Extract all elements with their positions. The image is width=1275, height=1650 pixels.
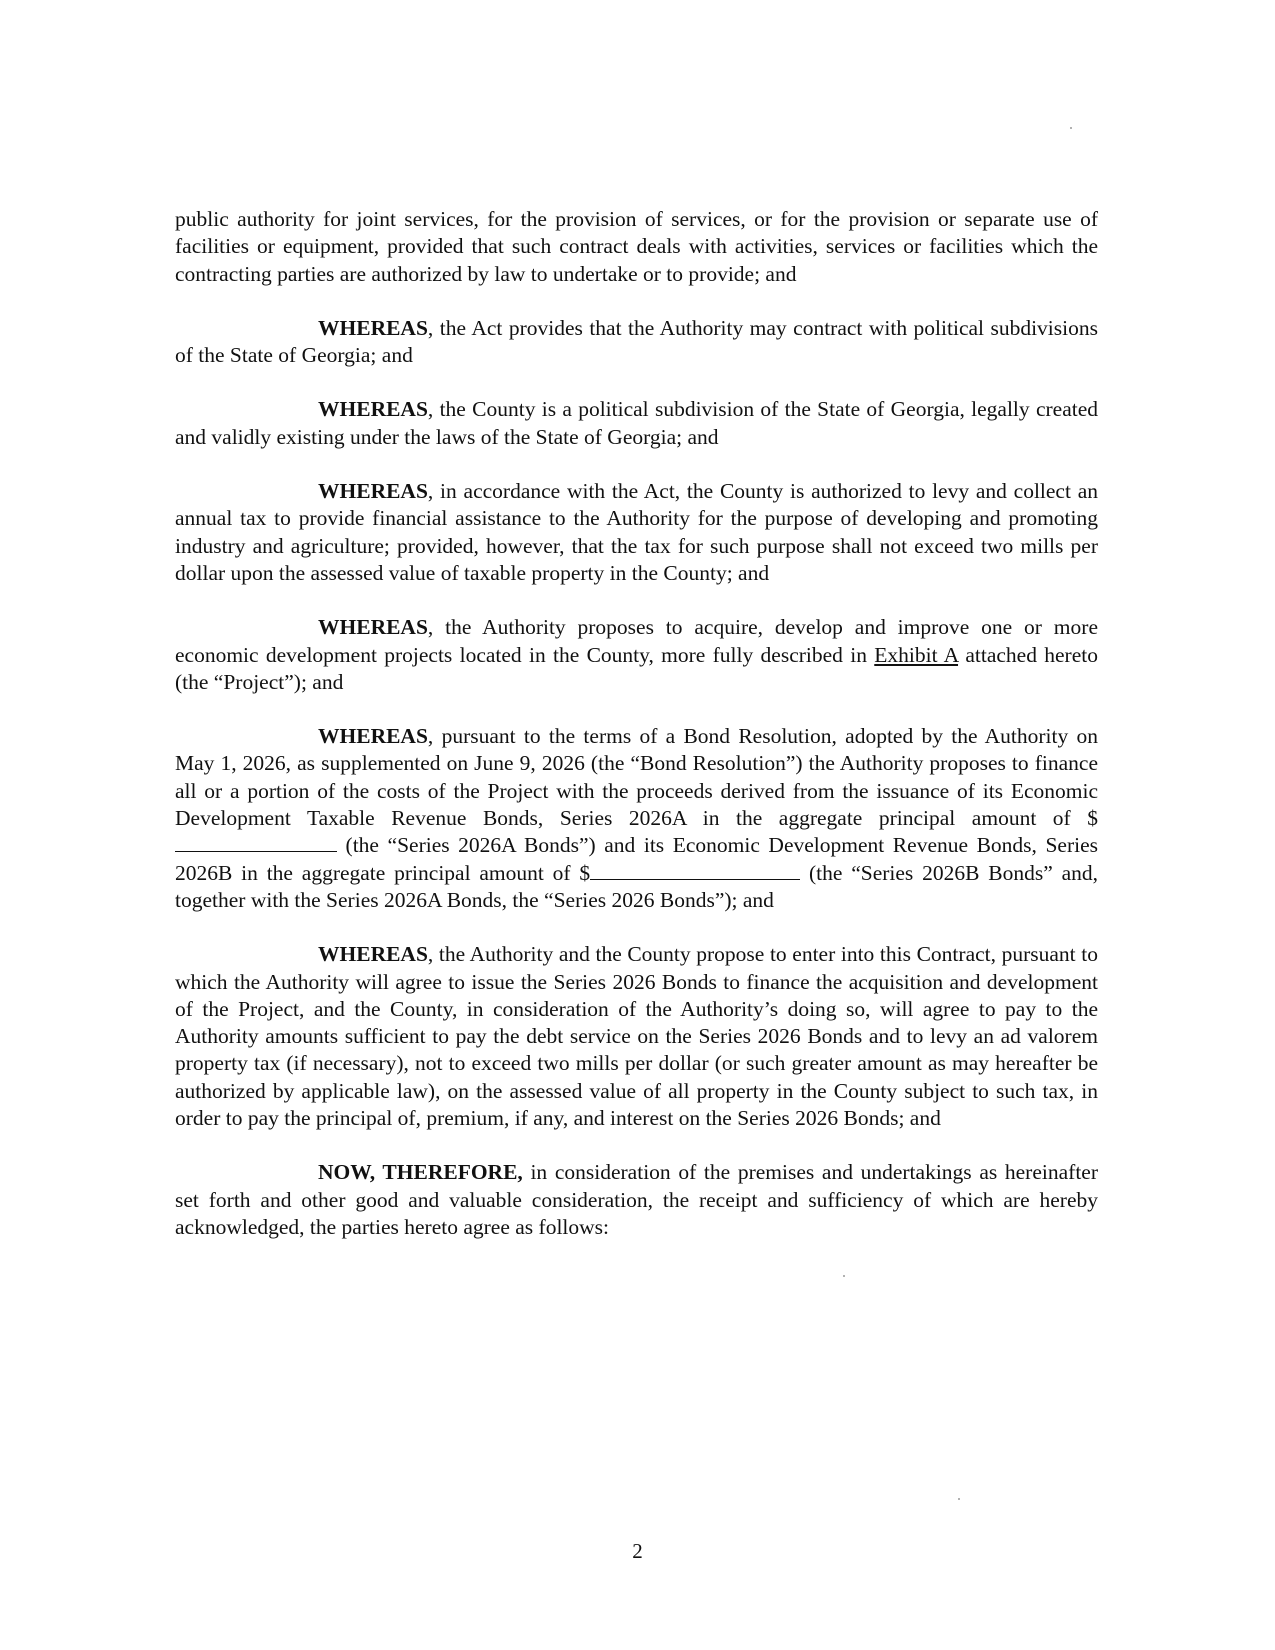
recital-keyword: WHEREAS <box>318 615 428 640</box>
recital-keyword: WHEREAS <box>318 942 428 967</box>
recital-text: , pursuant to the terms of a Bond Resolution, adopted by the Authority on May 1, 2026, as supplemented on June 9, 2026 (the “Bond Resolution”) the Authority proposes to finance all or a portion of the costs of the Project with the proceeds derived from the issuance of its Economic Development Taxable Revenue Bonds, Series 2026A in the aggregate principal amount of $ <box>175 724 1098 831</box>
recital-keyword: WHEREAS <box>318 479 428 504</box>
document-body <box>175 206 1098 1268</box>
recital-text: , the County is a political subdivision of the State of Georgia, legally created and validly existing under the laws of the State of Georgia; and <box>175 397 1098 449</box>
recital-text: , the Authority and the County propose to enter into this Contract, pursuant to which the Authority will agree to issue the Series 2026 Bonds to finance the acquisition and development of the Project, and the County, in consideration of the Authority’s doing so, will agree to pay to the Authority amounts sufficient to pay the debt service on the Series 2026 Bonds and to levy an ad valorem property tax (if necessary), not to exceed two mills per dollar (or such greater amount as may hereafter be authorized by applicable law), on the assessed value of all property in the County subject to such tax, in order to pay the principal of, premium, if any, and interest on the Series 2026 Bonds; and <box>175 942 1098 1131</box>
recital-text: (the “Series 2026B Bonds” and, together with the Series 2026A Bonds, the “Series 2026 Bonds”); and <box>175 860 1098 912</box>
closing-keyword: NOW, THEREFORE, <box>318 1160 523 1185</box>
recital-paragraph-county-subdivision <box>175 396 1098 451</box>
recital-text: attached hereto (the “Project”); and <box>175 642 1098 694</box>
scan-speck <box>958 1498 960 1500</box>
page-number: 2 <box>632 1539 643 1563</box>
recital-text: , the Act provides that the Authority may contract with political subdivisions of the State of Georgia; and <box>175 315 1098 368</box>
recital-paragraph-project <box>175 614 1098 696</box>
recital-keyword: WHEREAS <box>318 397 428 422</box>
recital-text: (the “Series 2026A Bonds”) and its Economic Development Revenue Bonds, Series 2026B in the aggregate principal amount of $ <box>175 833 1098 885</box>
scan-speck <box>1070 127 1072 129</box>
recital-text: , the Authority proposes to acquire, develop and improve one or more economic development projects located in the County, more fully described in <box>175 615 1098 667</box>
series-2026b-amount-blank <box>590 862 800 880</box>
recital-keyword: WHEREAS <box>318 315 428 340</box>
closing-text: in consideration of the premises and undertakings as hereinafter set forth and other good and valuable consideration, the receipt and sufficiency of which are hereby acknowledged, the parties hereto agree as follows: <box>175 1160 1098 1239</box>
recital-paragraph-contract <box>175 941 1098 1132</box>
recital-paragraph-annual-tax <box>175 478 1098 587</box>
exhibit-a-reference: Exhibit A <box>874 642 959 667</box>
series-2026a-amount-blank <box>175 834 337 852</box>
recital-paragraph-act-contract <box>175 315 1098 370</box>
opening-fragment-paragraph: public authority for joint services, for the provision of services, or for the provision or separate use of facilities or equipment, provided that such contract deals with activities, services or facilities which the contracting parties are authorized by law to undertake or to provide; and <box>175 207 1098 286</box>
recital-text: , in accordance with the Act, the County is authorized to levy and collect an annual tax to provide financial assistance to the Authority for the purpose of developing and promoting industry and agriculture; provided, however, that the tax for such purpose shall not exceed two mills per dollar upon the assessed value of taxable property in the County; and <box>175 479 1098 585</box>
recital-paragraph-bond-resolution <box>175 723 1098 914</box>
recital-keyword: WHEREAS <box>318 724 428 749</box>
closing-paragraph <box>175 1159 1098 1241</box>
scan-speck <box>843 1275 845 1277</box>
